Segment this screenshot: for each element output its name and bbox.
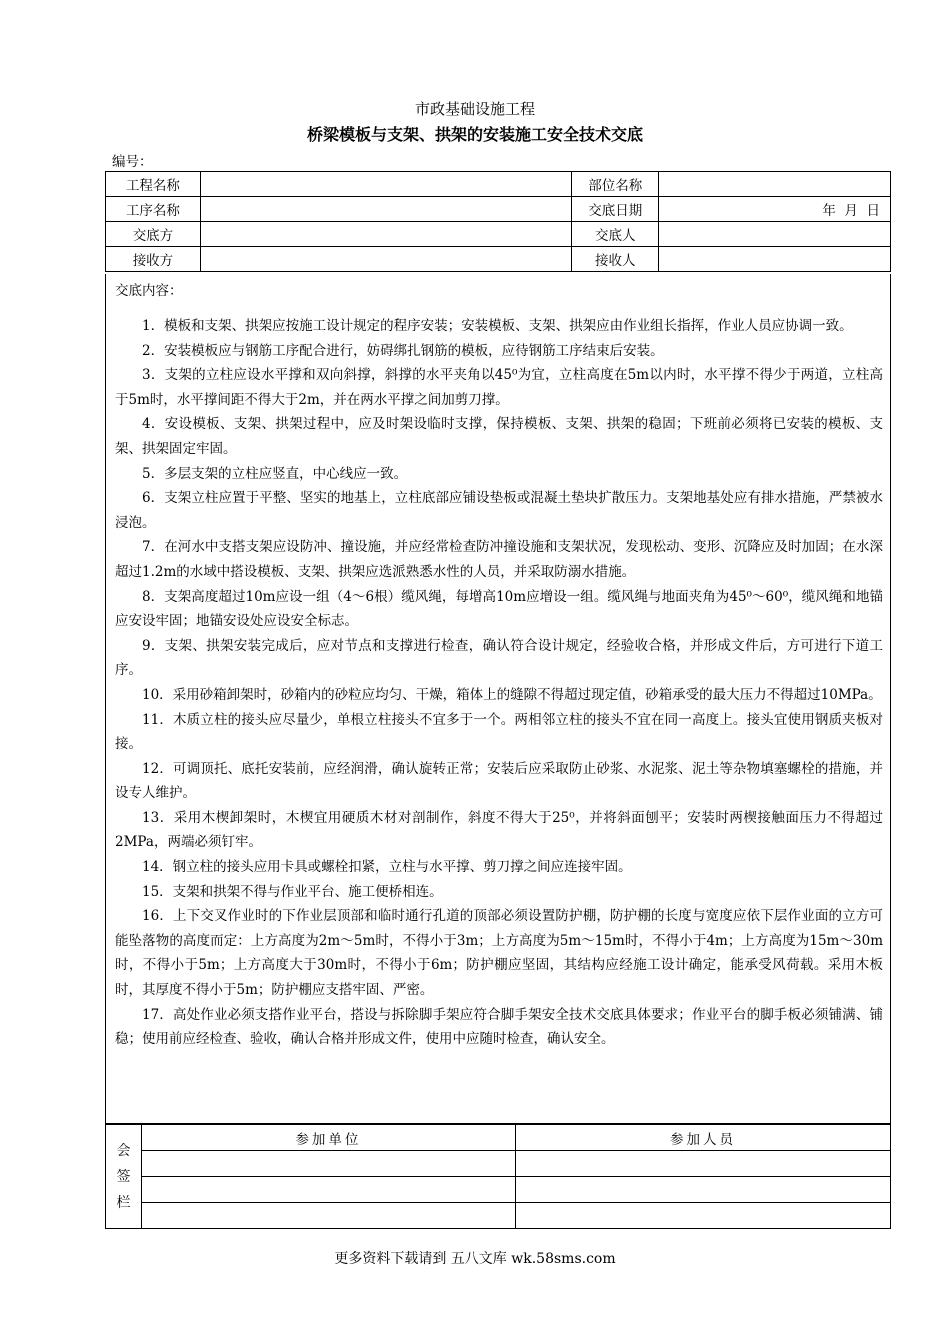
process-name-label: 工序名称 [106,197,201,222]
disclosure-date-label: 交底日期 [572,197,659,222]
content-paragraph: 4．安设模板、支架、拱架过程中，应及时架设临时支撑，保持模板、支架、拱架的稳固；下班前必须将已安装的模板、支架、拱架固定牢固。 [115,416,883,457]
content-paragraph: 13．采用木楔卸架时，木楔宜用硬质木材对剖制作，斜度不得大于25⁰，并将斜面刨平；安装时两楔接触面压力不得超过2MPa，两端必须钉牢。 [115,809,883,851]
people-cell [515,1203,890,1229]
discloser-person-label: 交底人 [572,222,659,247]
signoff-header-row [106,1125,891,1151]
disclosure-date-value: 年 月 日 [659,197,891,222]
unit-cell [141,1177,515,1203]
people-cell [515,1151,890,1177]
document-subtitle: 市政基础设施工程 [414,100,535,118]
unit-cell [141,1203,515,1229]
section-name-value [659,172,891,197]
content-paragraph: 8．支架高度超过10m应设一组（4～6根）缆风绳，每增高10m应增设一组。缆风绳与地面夹角为45⁰～60⁰，缆风绳和地锚应安设牢固；地锚安设处应设安全标志。 [115,588,883,630]
participating-unit-header: 参加单位 [141,1125,515,1151]
project-name-value [200,172,571,197]
project-name-label: 工程名称 [106,172,201,197]
serial-number-label: 编号： [112,154,153,170]
participating-people-header: 参加人员 [515,1125,890,1151]
disclosure-paragraphs [115,314,883,1052]
process-name-value [200,197,571,222]
content-paragraph: 2．安装模板应与钢筋工序配合进行，妨碍绑扎钢筋的模板，应待钢筋工序结束后安装。 [142,342,664,359]
content-paragraph: 1．模板和支架、拱架应按施工设计规定的程序安装；安装模板、支架、拱架应由作业组长指挥，作业人员应协调一致。 [142,318,853,334]
content-paragraph: 3．支架的立柱应设水平撑和双向斜撑，斜撑的水平夹角以45⁰为宜，立柱高度在5m以内时，水平撑不得少于两道，立柱高于5m时，水平撑间距不得大于2m，并在两水平撑之间加剪刀撑。 [115,367,883,408]
signoff-side-label [106,1125,142,1229]
receiver-person-label: 接收人 [572,247,659,272]
info-table [105,171,891,272]
signoff-side-char: 栏 [116,1194,131,1211]
info-row-project [106,172,891,197]
content-paragraph: 10．采用砂箱卸架时，砂箱内的砂粒应均匀、干燥，箱体上的缝隙不得超过现定值，砂箱承受的最大压力不得超过10MPa。 [142,686,882,703]
signoff-row [106,1203,891,1229]
content-paragraph: 11．木质立柱的接头应尽量少，单根立柱接头不宜多于一个。两相邻立柱的接头不宜在同一高度上。接头宜使用钢质夹板对接。 [115,711,883,753]
content-paragraph: 17．高处作业必须支搭作业平台，搭设与拆除脚手架应符合脚手架安全技术交底具体要求；作业平台的脚手板必须铺满、铺稳；使用前应经检查、验收，确认合格并形成文件，使用中应随时检查，确认安全。 [115,1006,883,1048]
content-paragraph: 16．上下交叉作业时的下作业层顶部和临时通行孔道的顶部必须设置防护棚，防护棚的长度与宽度应依下层作业面的立方可能坠落物的高度而定：上方高度为2m～5m时，不得小于3m；上方高度为5m～15m时，不得小于4m；上方高度为15m～30m时，不得小于5m；上方高度大于30m时，不得小于6m；防护棚应坚固，其结构应经施工设计确定，能承受风荷载。采用木板时，其厚度不得小于5m；防护棚应支搭牢固、严密。 [115,908,883,999]
section-name-label: 部位名称 [572,172,659,197]
content-paragraph: 12．可调顶托、底托安装前，应经润滑，确认旋转正常；安装后应采取防止砂浆、水泥浆、泥土等杂物填塞螺栓的措施，并设专人维护。 [115,760,883,802]
content-paragraph: 7．在河水中支搭支架应设防冲、撞设施，并应经常检查防冲撞设施和支架状况，发现松动、变形、沉降应及时加固；在水深超过1.2m的水域中搭设模板、支架、拱架应选派熟悉水性的人员，并采取防溺水措施。 [115,539,883,580]
signoff-side-char: 会 [116,1142,131,1159]
signoff-row [106,1151,891,1177]
disclosure-content-box [105,274,891,1124]
content-paragraph: 9．支架、拱架安装完成后，应对节点和支撑进行检查，确认符合设计规定，经验收合格，并形成文件后，方可进行下道工序。 [115,637,883,679]
people-cell [515,1177,890,1203]
receiver-party-label: 接收方 [106,247,201,272]
receiver-party-value [200,247,571,272]
discloser-party-label: 交底方 [106,222,201,247]
info-row-discloser [106,222,891,247]
signoff-side-char: 签 [116,1168,131,1185]
footer-text: 更多资料下载请到 五八文库 wk.58sms.com [334,1251,616,1267]
discloser-party-value [200,222,571,247]
receiver-person-value [659,247,891,272]
content-paragraph: 5．多层支架的立柱应竖直，中心线应一致。 [142,465,408,482]
discloser-person-value [659,222,891,247]
disclosure-content-label: 交底内容： [115,283,183,299]
signoff-table [105,1124,891,1229]
signoff-row [106,1177,891,1203]
document-title: 桥梁模板与支架、拱架的安装施工安全技术交底 [306,125,643,144]
info-row-process [106,197,891,222]
content-paragraph: 14．钢立柱的接头应用卡具或螺栓扣紧，立柱与水平撑、剪刀撑之间应连接牢固。 [142,859,632,876]
unit-cell [141,1151,515,1177]
info-row-receiver [106,247,891,272]
content-paragraph: 15．支架和拱架不得与作业平台、施工便桥相连。 [142,883,443,900]
content-paragraph: 6．支架立柱应置于平整、坚实的地基上，立柱底部应铺设垫板或混凝土垫块扩散压力。支架地基处应有排水措施，严禁被水浸泡。 [115,490,883,531]
